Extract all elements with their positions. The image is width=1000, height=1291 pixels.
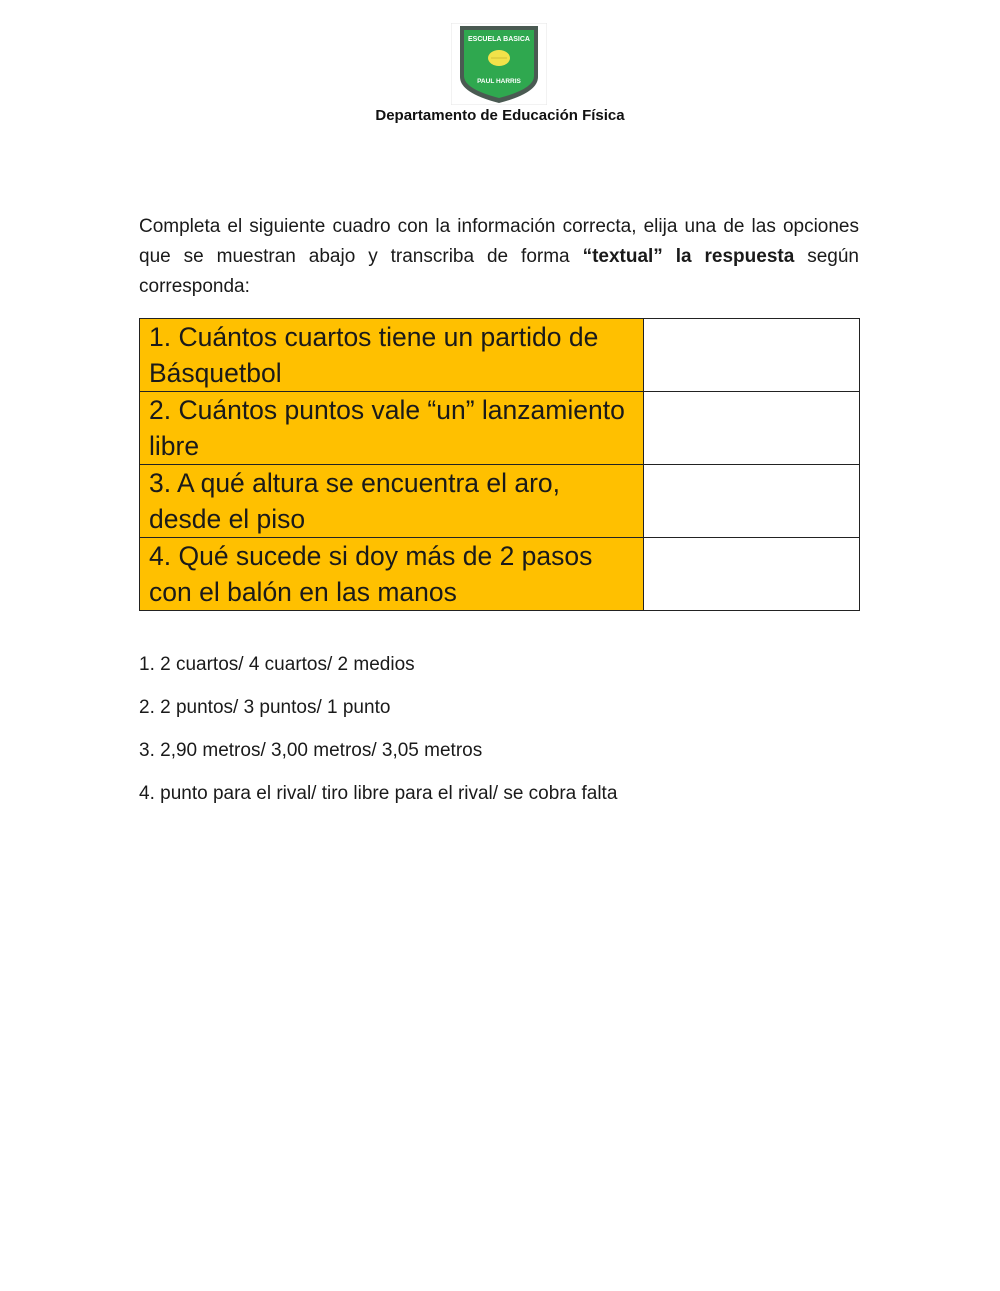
- logo-bottom-text: PAUL HARRIS: [477, 78, 521, 85]
- instructions-text: Completa el siguiente cuadro con la información correcta, elija una de las opciones que se muestran abajo y transcriba de forma: [139, 216, 859, 267]
- table-row: [140, 392, 860, 465]
- question-cell: 1. Cuántos cuartos tiene un partido de Básquetbol: [140, 319, 644, 392]
- logo-top-text: ESCUELA BASICA: [468, 36, 530, 43]
- question-cell: 4. Qué sucede si doy más de 2 pasos con el balón en las manos: [140, 538, 644, 611]
- instructions-paragraph: [139, 212, 859, 302]
- instructions-text-end: según corresponda:: [139, 246, 859, 297]
- table-row: [140, 319, 860, 392]
- department-title: Departamento de Educación Física: [375, 107, 625, 124]
- answer-cell[interactable]: [644, 319, 860, 392]
- answer-cell[interactable]: [644, 538, 860, 611]
- instructions-emphasis: “textual” la respuesta: [582, 246, 795, 267]
- answer-cell[interactable]: [644, 392, 860, 465]
- option-item: 3. 2,90 metros/ 3,00 metros/ 3,05 metros: [139, 740, 483, 761]
- option-item: 2. 2 puntos/ 3 puntos/ 1 punto: [139, 697, 391, 718]
- option-item: 4. punto para el rival/ tiro libre para el rival/ se cobra falta: [139, 783, 618, 804]
- option-item: 1. 2 cuartos/ 4 cuartos/ 2 medios: [139, 654, 415, 675]
- school-logo: [451, 23, 547, 105]
- question-table: [139, 318, 860, 611]
- answer-cell[interactable]: [644, 465, 860, 538]
- question-cell: 3. A qué altura se encuentra el aro, desde el piso: [140, 465, 644, 538]
- answer-options-list: [139, 650, 879, 822]
- table-row: [140, 538, 860, 611]
- question-cell: 2. Cuántos puntos vale “un” lanzamiento libre: [140, 392, 644, 465]
- table-row: [140, 465, 860, 538]
